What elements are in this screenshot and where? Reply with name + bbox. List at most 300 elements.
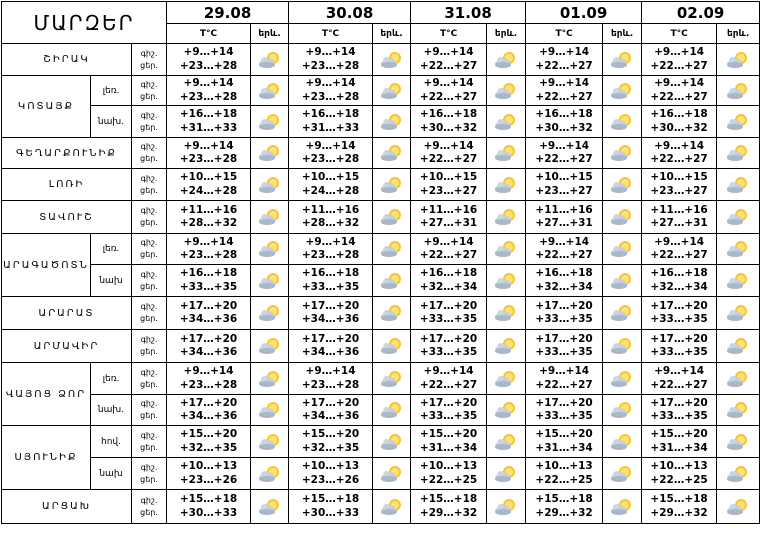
night-temp: +9…+14 <box>423 365 474 377</box>
day-night-labels <box>132 138 167 169</box>
marz-name: ԱՐՑԱԽ <box>2 490 132 524</box>
day-label: ցեր. <box>140 474 158 484</box>
weather-cell <box>717 201 760 234</box>
night-label: գիշ. <box>140 238 158 247</box>
temp-cell <box>642 44 717 76</box>
partly-cloudy-icon <box>487 432 525 452</box>
marz-name: ԼՈՌԻ <box>2 169 132 201</box>
zone-label: լեռ. <box>91 76 132 106</box>
day-temp: +22…+27 <box>535 153 593 165</box>
weather-cell <box>603 395 642 426</box>
weather-cell <box>373 297 411 330</box>
night-label: գիշ. <box>140 110 158 120</box>
day-temp: +31…+34 <box>419 441 478 454</box>
partly-cloudy-icon <box>487 303 525 323</box>
table-row <box>2 363 760 395</box>
night-temp: +15…+18 <box>179 493 238 505</box>
temp-cell <box>167 297 251 330</box>
night-temp: +16…+18 <box>179 267 238 279</box>
partly-cloudy-icon <box>603 464 641 484</box>
marz-name: ՏԱՎՈՒՇ <box>2 201 132 234</box>
night-temp: +9…+14 <box>539 235 590 248</box>
night-temp: +9…+14 <box>654 235 705 248</box>
partly-cloudy-icon <box>603 112 641 132</box>
night-temp: +10…+15 <box>179 171 238 183</box>
partly-cloudy-icon <box>251 271 288 291</box>
partly-cloudy-icon <box>251 303 288 323</box>
day-temp: +23…+26 <box>301 473 360 486</box>
weather-cell <box>251 201 289 234</box>
night-temp: +16…+18 <box>301 108 360 120</box>
temp-cell <box>167 169 251 201</box>
weather-cell <box>717 395 760 426</box>
temp-cell <box>411 265 487 297</box>
night-temp: +9…+14 <box>183 77 234 89</box>
temp-cell <box>526 490 603 524</box>
day-night-labels <box>132 363 167 395</box>
weather-cell <box>717 458 760 490</box>
day-night-labels <box>132 76 167 106</box>
partly-cloudy-icon <box>603 207 641 227</box>
partly-cloudy-icon <box>717 207 759 227</box>
temp-cell <box>289 363 373 395</box>
partly-cloudy-icon <box>717 50 759 70</box>
table-row <box>2 297 760 330</box>
weather-cell <box>603 106 642 138</box>
weather-cell <box>717 169 760 201</box>
marz-name: ԿՈՏԱՅՔ <box>2 76 91 138</box>
night-temp: +11…+16 <box>179 203 238 216</box>
partly-cloudy-icon <box>603 497 641 517</box>
weather-cell <box>251 169 289 201</box>
weather-cell <box>487 330 526 363</box>
day-temp: +32…+35 <box>301 441 360 454</box>
temp-cell <box>642 330 717 363</box>
table-row <box>2 76 760 106</box>
day-temp: +32…+34 <box>535 280 593 293</box>
table-row <box>2 265 760 297</box>
night-temp: +11…+16 <box>650 203 708 216</box>
day-temp: +34…+36 <box>179 313 238 325</box>
day-temp: +32…+34 <box>419 280 478 293</box>
weather-cell <box>717 106 760 138</box>
temp-cell <box>411 363 487 395</box>
marz-name: ՍՅՈՒՆԻՔ <box>2 426 91 490</box>
temp-cell <box>167 138 251 169</box>
night-label: գիշ. <box>140 462 158 472</box>
partly-cloudy-icon <box>373 81 410 101</box>
day-temp: +29…+32 <box>419 506 478 519</box>
day-temp: +22…+27 <box>650 59 708 72</box>
temp-cell <box>289 169 373 201</box>
temp-column-header: T°C <box>167 24 251 44</box>
day-temp: +29…+32 <box>650 506 708 519</box>
partly-cloudy-icon <box>487 207 525 227</box>
weather-cell <box>487 426 526 458</box>
day-temp: +34…+36 <box>301 313 360 325</box>
temp-cell <box>289 297 373 330</box>
temp-cell <box>289 138 373 169</box>
night-temp: +9…+14 <box>305 365 356 377</box>
day-temp: +27…+31 <box>650 217 708 229</box>
day-temp: +27…+31 <box>419 217 478 229</box>
weather-column-header: երև. <box>373 24 411 44</box>
temp-cell <box>289 426 373 458</box>
date-header: 30.08 <box>289 2 411 24</box>
partly-cloudy-icon <box>251 50 288 70</box>
day-temp: +33…+35 <box>419 410 478 422</box>
temp-cell <box>167 330 251 363</box>
temp-cell <box>289 44 373 76</box>
night-temp: +10…+15 <box>419 171 478 183</box>
day-night-labels <box>132 426 167 458</box>
day-temp: +30…+32 <box>419 121 478 134</box>
weather-cell <box>717 426 760 458</box>
day-temp: +22…+25 <box>650 473 708 486</box>
day-temp: +31…+33 <box>301 121 360 134</box>
night-temp: +17…+20 <box>419 332 478 345</box>
day-temp: +23…+28 <box>179 59 238 72</box>
temp-cell <box>289 330 373 363</box>
day-temp: +32…+34 <box>650 280 708 293</box>
night-temp: +17…+20 <box>535 332 593 345</box>
partly-cloudy-icon <box>487 464 525 484</box>
day-temp: +23…+27 <box>535 184 593 197</box>
night-temp: +15…+20 <box>535 428 593 440</box>
weather-cell <box>373 265 411 297</box>
day-temp: +22…+27 <box>650 249 708 261</box>
temp-cell <box>167 106 251 138</box>
night-label: գիշ. <box>140 367 158 377</box>
temp-cell <box>167 426 251 458</box>
partly-cloudy-icon <box>487 336 525 356</box>
temp-cell <box>642 234 717 265</box>
partly-cloudy-icon <box>603 369 641 389</box>
night-temp: +9…+14 <box>423 235 474 248</box>
temp-cell <box>167 76 251 106</box>
marz-name: ԱՐՄԱՎԻՐ <box>2 330 132 363</box>
weather-cell <box>603 490 642 524</box>
night-temp: +9…+14 <box>305 77 356 89</box>
partly-cloudy-icon <box>603 303 641 323</box>
weather-cell <box>251 106 289 138</box>
temp-cell <box>167 44 251 76</box>
marz-name: ԱՐԱԳԱԾՈՏՆ <box>2 234 91 297</box>
partly-cloudy-icon <box>717 432 759 452</box>
partly-cloudy-icon <box>373 303 410 323</box>
weather-cell <box>603 76 642 106</box>
partly-cloudy-icon <box>603 432 641 452</box>
day-night-labels <box>132 234 167 265</box>
day-temp: +31…+34 <box>535 441 593 454</box>
partly-cloudy-icon <box>251 81 288 101</box>
temp-cell <box>526 458 603 490</box>
day-temp: +22…+27 <box>650 153 708 165</box>
marz-name: ՇԻՐԱԿ <box>2 44 132 76</box>
partly-cloudy-icon <box>717 400 759 420</box>
day-label: ցեր. <box>140 314 158 323</box>
day-temp: +34…+36 <box>179 410 238 422</box>
night-label: գիշ. <box>140 335 158 344</box>
partly-cloudy-icon <box>251 369 288 389</box>
night-temp: +9…+14 <box>654 139 705 152</box>
weather-cell <box>373 138 411 169</box>
weather-cell <box>603 363 642 395</box>
night-temp: +9…+14 <box>539 46 590 58</box>
temp-cell <box>526 169 603 201</box>
night-label: գիշ. <box>140 269 158 279</box>
night-temp: +10…+13 <box>301 460 360 472</box>
day-temp: +30…+33 <box>179 506 238 519</box>
temp-cell <box>411 234 487 265</box>
temp-cell <box>289 490 373 524</box>
day-temp: +27…+31 <box>535 217 593 229</box>
weather-cell <box>251 490 289 524</box>
temp-cell <box>642 138 717 169</box>
day-temp: +30…+32 <box>650 121 708 134</box>
temp-cell <box>411 458 487 490</box>
temp-cell <box>167 265 251 297</box>
table-row <box>2 201 760 234</box>
night-temp: +9…+14 <box>539 365 590 377</box>
weather-cell <box>251 458 289 490</box>
partly-cloudy-icon <box>373 50 410 70</box>
zone-label: նախ <box>91 458 132 490</box>
weather-cell <box>251 234 289 265</box>
temp-cell <box>411 76 487 106</box>
night-temp: +9…+14 <box>654 365 705 377</box>
weather-cell <box>373 44 411 76</box>
marz-header: ՄԱՐԶԵՐ <box>2 2 167 44</box>
weather-cell <box>717 363 760 395</box>
day-night-labels <box>132 44 167 76</box>
partly-cloudy-icon <box>487 497 525 517</box>
night-temp: +9…+14 <box>305 235 356 248</box>
partly-cloudy-icon <box>487 239 525 259</box>
weather-cell <box>373 458 411 490</box>
partly-cloudy-icon <box>373 112 410 132</box>
partly-cloudy-icon <box>717 175 759 195</box>
temp-cell <box>642 490 717 524</box>
temp-cell <box>526 76 603 106</box>
temp-cell <box>411 297 487 330</box>
night-temp: +10…+15 <box>301 171 360 183</box>
night-temp: +9…+14 <box>183 235 234 248</box>
partly-cloudy-icon <box>717 239 759 259</box>
day-temp: +33…+35 <box>419 346 478 358</box>
temp-cell <box>642 458 717 490</box>
night-temp: +17…+20 <box>179 299 238 312</box>
night-temp: +15…+18 <box>650 493 708 505</box>
temp-cell <box>526 363 603 395</box>
night-temp: +15…+18 <box>301 493 360 505</box>
temp-cell <box>642 169 717 201</box>
partly-cloudy-icon <box>717 271 759 291</box>
day-temp: +31…+34 <box>650 441 708 454</box>
night-temp: +17…+20 <box>650 332 708 345</box>
night-label: գիշ. <box>140 399 158 408</box>
temp-column-header: T°C <box>289 24 373 44</box>
night-temp: +10…+13 <box>179 460 238 472</box>
weather-cell <box>487 490 526 524</box>
temp-cell <box>167 395 251 426</box>
weather-cell <box>373 169 411 201</box>
weather-cell <box>603 265 642 297</box>
night-temp: +9…+14 <box>423 139 474 152</box>
day-label: ցեր. <box>140 185 158 195</box>
day-temp: +33…+35 <box>535 346 593 358</box>
table-row <box>2 234 760 265</box>
temp-cell <box>642 363 717 395</box>
night-temp: +16…+18 <box>419 267 478 279</box>
night-temp: +17…+20 <box>535 396 593 409</box>
night-temp: +15…+20 <box>179 428 238 440</box>
weather-cell <box>487 106 526 138</box>
weather-cell <box>373 201 411 234</box>
weather-cell <box>251 76 289 106</box>
marz-name: ԳԵՂԱՐՔՈՒՆԻՔ <box>2 138 132 169</box>
temp-cell <box>642 297 717 330</box>
night-temp: +17…+20 <box>179 332 238 345</box>
temp-cell <box>289 395 373 426</box>
night-temp: +17…+20 <box>179 396 238 409</box>
night-temp: +17…+20 <box>535 299 593 312</box>
partly-cloudy-icon <box>487 271 525 291</box>
day-label: ցեր. <box>140 347 158 356</box>
day-label: ցեր. <box>140 218 158 227</box>
temp-cell <box>642 106 717 138</box>
temp-cell <box>289 265 373 297</box>
night-temp: +9…+14 <box>423 77 474 89</box>
zone-label: նախ. <box>91 106 132 138</box>
temp-cell <box>289 76 373 106</box>
night-temp: +11…+16 <box>301 203 360 216</box>
partly-cloudy-icon <box>251 400 288 420</box>
weather-column-header: երև. <box>717 24 760 44</box>
day-temp: +31…+33 <box>179 121 238 134</box>
day-temp: +23…+28 <box>179 249 238 261</box>
night-temp: +16…+18 <box>301 267 360 279</box>
day-temp: +33…+35 <box>419 313 478 325</box>
temp-cell <box>411 138 487 169</box>
partly-cloudy-icon <box>717 143 759 163</box>
day-night-labels <box>132 169 167 201</box>
partly-cloudy-icon <box>373 336 410 356</box>
temp-cell <box>411 106 487 138</box>
weather-cell <box>487 138 526 169</box>
temp-cell <box>411 426 487 458</box>
weather-cell <box>717 265 760 297</box>
weather-cell <box>487 76 526 106</box>
partly-cloudy-icon <box>251 432 288 452</box>
weather-column-header: երև. <box>487 24 526 44</box>
temp-cell <box>526 330 603 363</box>
temp-cell <box>526 106 603 138</box>
partly-cloudy-icon <box>373 432 410 452</box>
temp-cell <box>526 395 603 426</box>
weather-cell <box>487 395 526 426</box>
temp-cell <box>289 458 373 490</box>
weather-cell <box>717 297 760 330</box>
temp-cell <box>642 201 717 234</box>
day-temp: +22…+27 <box>650 378 708 391</box>
partly-cloudy-icon <box>717 112 759 132</box>
temp-cell <box>642 426 717 458</box>
weather-cell <box>603 169 642 201</box>
partly-cloudy-icon <box>487 112 525 132</box>
night-label: գիշ. <box>140 206 158 215</box>
night-temp: +10…+15 <box>650 171 708 183</box>
table-row <box>2 106 760 138</box>
day-temp: +33…+35 <box>535 410 593 422</box>
night-temp: +9…+14 <box>539 139 590 152</box>
temp-cell <box>289 234 373 265</box>
partly-cloudy-icon <box>603 81 641 101</box>
day-temp: +23…+28 <box>301 90 360 103</box>
zone-label: նախ <box>91 265 132 297</box>
partly-cloudy-icon <box>487 50 525 70</box>
temp-cell <box>289 201 373 234</box>
day-temp: +28…+32 <box>179 217 238 229</box>
weather-cell <box>251 426 289 458</box>
partly-cloudy-icon <box>603 175 641 195</box>
zone-label: լեռ. <box>91 363 132 395</box>
day-night-labels <box>132 297 167 330</box>
day-night-labels <box>132 330 167 363</box>
day-temp: +29…+32 <box>535 506 593 519</box>
weather-cell <box>251 138 289 169</box>
day-label: ցեր. <box>140 154 158 163</box>
night-temp: +17…+20 <box>301 396 360 409</box>
weather-cell <box>717 330 760 363</box>
weather-cell <box>373 76 411 106</box>
day-temp: +23…+28 <box>301 249 360 261</box>
day-temp: +33…+35 <box>301 280 360 293</box>
partly-cloudy-icon <box>251 497 288 517</box>
weather-cell <box>603 201 642 234</box>
temp-cell <box>167 234 251 265</box>
night-temp: +15…+20 <box>650 428 708 440</box>
temp-column-header: T°C <box>642 24 717 44</box>
night-temp: +9…+14 <box>305 139 356 152</box>
weather-cell <box>603 234 642 265</box>
partly-cloudy-icon <box>487 175 525 195</box>
day-temp: +23…+26 <box>179 473 238 486</box>
night-temp: +11…+16 <box>535 203 593 216</box>
weather-cell <box>251 297 289 330</box>
temp-cell <box>411 169 487 201</box>
weather-cell <box>603 426 642 458</box>
night-temp: +16…+18 <box>650 108 708 120</box>
day-temp: +33…+35 <box>179 280 238 293</box>
night-temp: +17…+20 <box>419 299 478 312</box>
partly-cloudy-icon <box>603 400 641 420</box>
day-temp: +22…+27 <box>650 90 708 103</box>
weather-cell <box>373 395 411 426</box>
zone-label: լեռ. <box>91 234 132 265</box>
weather-cell <box>251 330 289 363</box>
temp-cell <box>642 265 717 297</box>
partly-cloudy-icon <box>251 207 288 227</box>
night-temp: +9…+14 <box>183 365 234 377</box>
weather-cell <box>717 138 760 169</box>
weather-cell <box>373 234 411 265</box>
temp-cell <box>526 44 603 76</box>
night-temp: +9…+14 <box>183 46 234 58</box>
weather-cell <box>487 458 526 490</box>
temp-cell <box>526 234 603 265</box>
table-row <box>2 490 760 524</box>
